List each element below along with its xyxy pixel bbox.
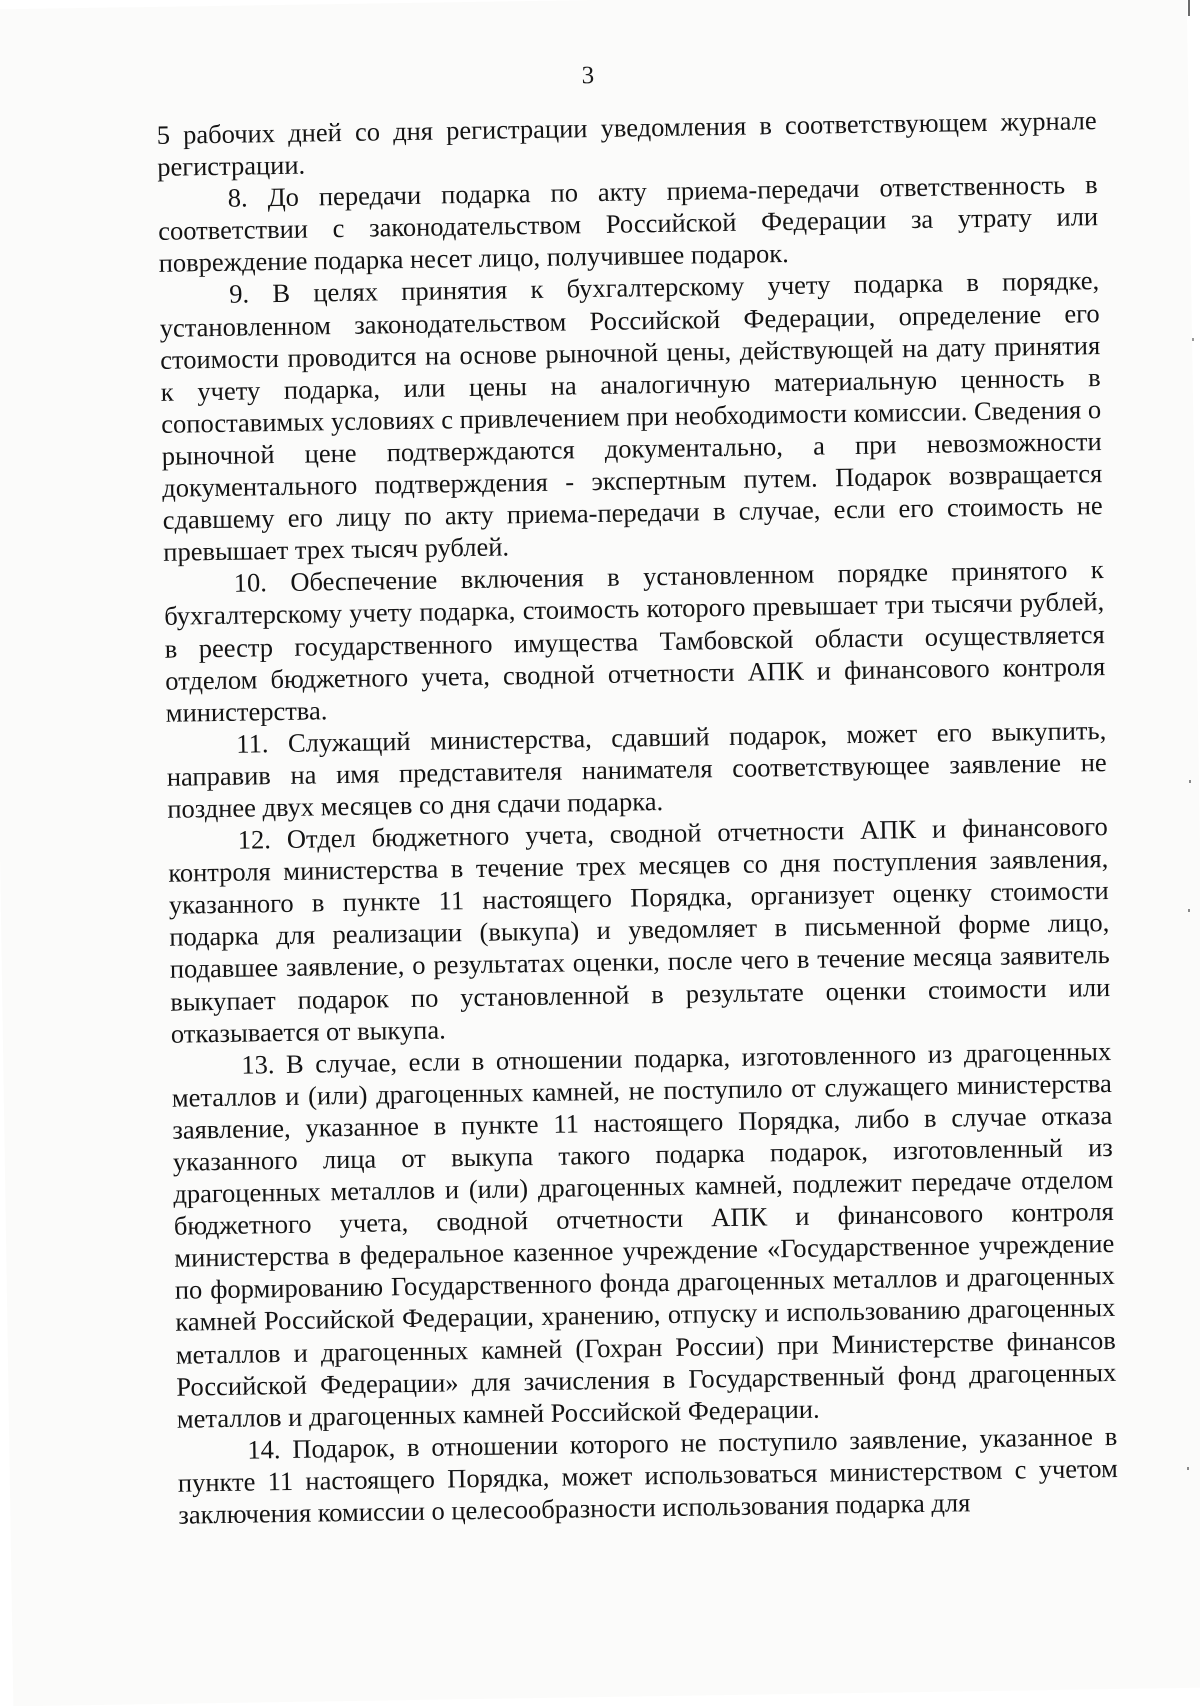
scan-edge-mark [1189,780,1191,783]
paragraph-11: 11. Служащий министерства, сдавший подарок, может его выкупить, направив на имя представителя нанимателя соответствующее заявление не позднее двух месяцев со дня сдачи подарка. [166,714,1107,824]
scan-edge-mark [1188,0,1190,16]
paragraph-13: 13. В случае, если в отношении подарка, изготовленного из драгоценных металлов и (или) драгоценных камней, не поступило от служащего министерства заявление, указанное в пункте 11 настоящего Порядка, либо в случае отказа указанного лица от выкупа такого подарка подарок, изготовленный из драгоценных металлов и (или) драгоценных камней, подлежит передаче отделом бюджетного учета, сводной отчетности АПК и финансового контроля министерства в федеральное казенное учреждение «Государственное учреждение по формированию Государственного фонда драгоценных металлов и драгоценных камней Российской Федерации, хранению, отпуску и использованию драгоценных металлов и драгоценных камней (Гохран России) при Министерстве финансов Российской Федерации» для зачисления в Государственный фонд драгоценных металлов и драгоценных камней Российской Федерации. [171,1035,1117,1434]
paragraph-9: 9. В целях принятия к бухгалтерскому учету подарка в порядке, установленном законодательством Российской Федерации, определение его стоимости проводится на основе рыночной цены, действующей на дату принятия к учету подарка, или цены на аналогичную материальную ценность в сопоставимых условиях с привлечением при необходимости комиссии. Сведения о рыночной цене подтверждаются документально, а при невозможности документального подтверждения - экспертным путем. Подарок возвращается сдавшему его лицу по акту приема-передачи в случае, если его стоимость не превышает трех тысяч рублей. [159,265,1103,568]
paragraph-12: 12. Отдел бюджетного учета, сводной отчетности АПК и финансового контроля министерства в течение трех месяцев со дня поступления заявления, указанного в пункте 11 настоящего Порядка, организует оценку стоимости подарка для реализации (выкупа) и уведомляет в письменной форме лицо, подавшее заявление, о результатах оценки, после чего в течение месяца заявитель выкупает подарок по установленной в результате оценки стоимости или отказывается от выкупа. [168,811,1111,1049]
paragraph-8: 8. До передачи подарка по акту приема-передачи ответственность в соответствии с законодательством Российской Федерации за утрату или повреждение подарка несет лицо, получившее подарок. [157,169,1099,279]
scan-edge-mark [1187,1467,1189,1470]
page-number: 3 [581,61,595,90]
scan-edge-mark [1192,338,1194,341]
paragraph-14: 14. Подарок, в отношении которого не поступило заявление, указанное в пункте 11 настоящего Порядка, может использоваться министерством с учетом заключения комиссии о целесообразности использования подарка для [177,1420,1119,1530]
scan-edge-mark [1188,909,1190,912]
paragraph-10: 10. Обеспечение включения в установленном порядке принятого к бухгалтерскому учету подарка, стоимость которого превышает три тысячи рублей, в реестр государственного имущества Тамбовской области осуществляется отделом бюджетного учета, сводной отчетности АПК и финансового контроля министерства. [164,554,1106,728]
paragraph-continuation: 5 рабочих дней со дня регистрации уведомления в соответствующем журнале регистрации. [156,105,1097,182]
document-body [156,104,1118,1531]
